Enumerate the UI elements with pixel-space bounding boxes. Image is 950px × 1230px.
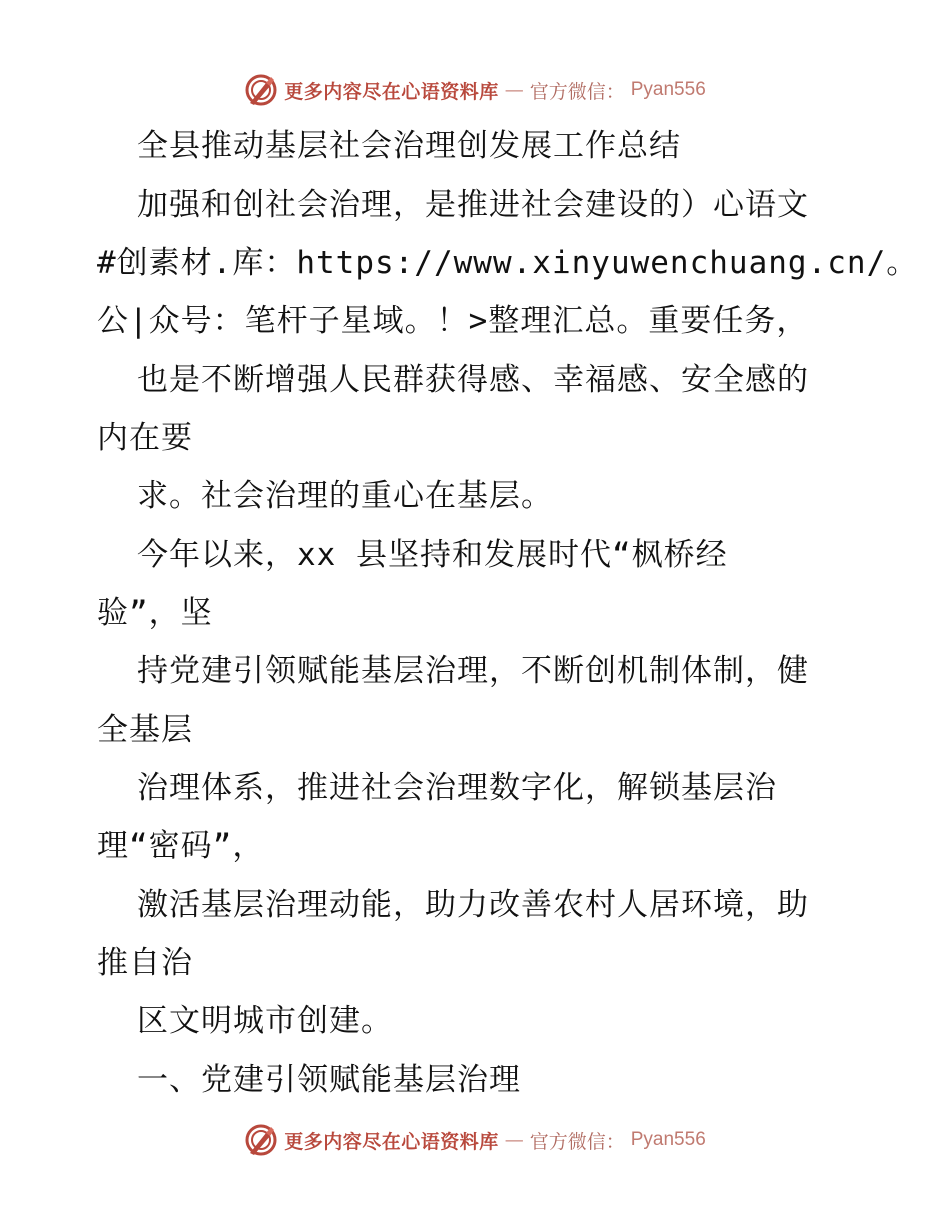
footer-watermark [0,1122,950,1158]
header-watermark [0,72,950,108]
pen-logo-icon [244,73,278,107]
wechat-account: Pyan556 [630,79,706,100]
paragraph-line: 今年以来，xx 县坚持和发展时代“枫桥经 [137,537,728,573]
paragraph-line: 区文明城市创建。 [137,1003,393,1039]
paragraph-line: 加强和创社会治理，是推进社会建设的）心语文 [137,187,809,223]
section-heading: 一、党建引领赋能基层治理 [137,1062,521,1098]
paragraph-line: 公|众号：笔杆子星域。！>整理汇总。重要任务， [97,303,809,339]
watermark-text: 更多内容尽在心语资料库 [284,80,499,103]
pen-logo-icon [244,1123,278,1157]
wechat-account: Pyan556 [630,1129,706,1150]
paragraph-line: 治理体系，推进社会治理数字化，解锁基层治 [137,770,777,806]
paragraph-line: 激活基层治理动能，助力改善农村人居环境，助 [137,887,809,923]
paragraph-line: 求。社会治理的重心在基层。 [137,478,553,514]
watermark-separator: — [504,1129,524,1151]
watermark-separator: — [504,79,524,101]
watermark-text: 更多内容尽在心语资料库 [284,1130,499,1153]
paragraph-line: 全基层 [97,712,193,748]
document-title: 全县推动基层社会治理创发展工作总结 [137,128,681,164]
paragraph-line: 也是不断增强人民群获得感、幸福感、安全感的 [137,362,809,398]
paragraph-line: #创素材.库：https://www.xinyuwenchuang.cn/。 [97,245,919,281]
paragraph-line: 持党建引领赋能基层治理，不断创机制体制，健 [137,653,809,689]
paragraph-line: 内在要 [97,420,193,456]
wechat-label: 官方微信： [529,80,625,103]
paragraph-line: 验”，坚 [97,595,213,631]
paragraph-line: 理“密码”， [97,828,265,864]
wechat-label: 官方微信： [529,1130,625,1153]
paragraph-line: 推自治 [97,945,193,981]
